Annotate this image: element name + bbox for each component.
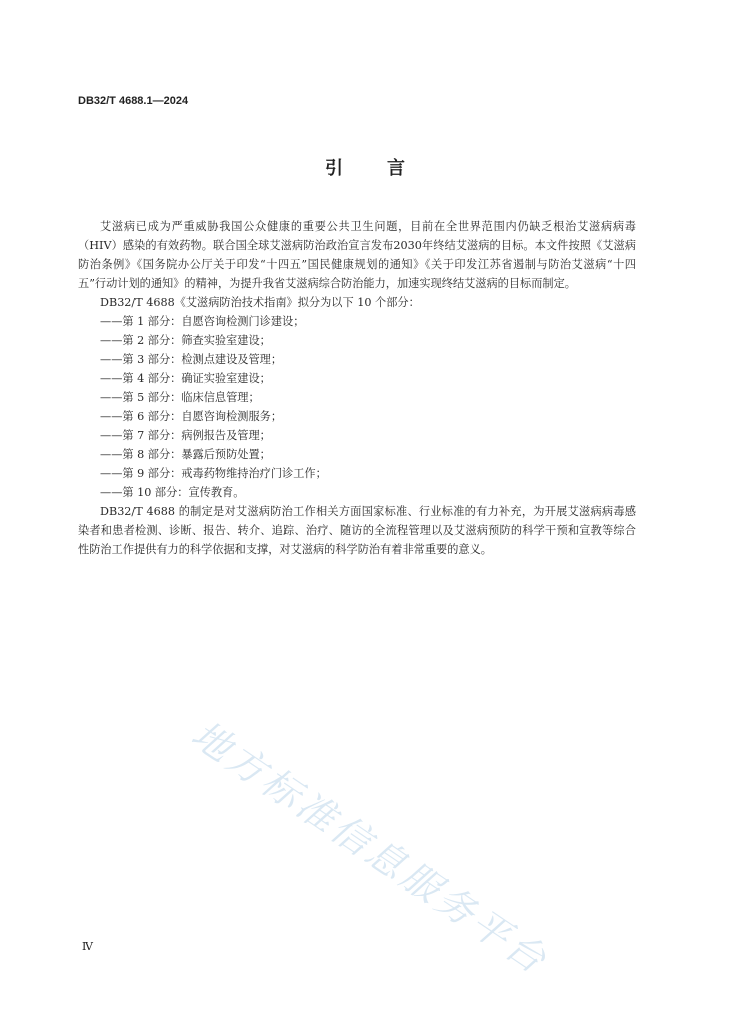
part-list-item: ——第 1 部分：自愿咨询检测门诊建设； <box>100 315 305 328</box>
page-number: Ⅳ <box>82 940 93 953</box>
part-list-item: ——第 4 部分：确证实验室建设； <box>100 372 271 385</box>
document-code: DB32/T 4688.1—2024 <box>78 95 189 107</box>
page-title: 引言 <box>325 158 449 179</box>
document-body <box>78 217 636 559</box>
part-list-item: ——第 6 部分：自愿咨询检测服务； <box>100 410 283 423</box>
watermark: 地方标准信息服务平台 <box>183 712 557 984</box>
part-list-item: ——第 8 部分：暴露后预防处置； <box>100 448 271 461</box>
part-list-item: ——第 9 部分：戒毒药物维持治疗门诊工作； <box>100 467 327 480</box>
intro-paragraph-2: DB32/T 4688《艾滋病防治技术指南》拟分为以下 10 个部分： <box>100 296 420 309</box>
part-list-item: ——第 7 部分：病例报告及管理； <box>100 429 271 442</box>
intro-paragraph-3: DB32/T 4688 的制定是对艾滋病防治工作相关方面国家标准、行业标准的有力补充，为开展艾滋病病毒感染者和患者检测、诊断、报告、转介、追踪、治疗、随访的全流程管理以及艾滋病预防的科学干预和宣教等综合性防治工作提供有力的科学依据和支撑，对艾滋病的科学防治有着非常重要的意义。 <box>78 505 636 556</box>
part-list-item: ——第 10 部分：宣传教育。 <box>100 486 245 499</box>
part-list-item: ——第 3 部分：检测点建设及管理； <box>100 353 283 366</box>
intro-paragraph-1: 艾滋病已成为严重威胁我国公众健康的重要公共卫生问题，目前在全世界范围内仍缺乏根治艾滋病病毒（HIV）感染的有效药物。联合国全球艾滋病防治政治宣言发布2030年终结艾滋病的目标。本文件按照《艾滋病防治条例》《国务院办公厅关于印发“十四五”国民健康规划的通知》《关于印发江苏省遏制与防治艾滋病“十四五”行动计划的通知》的精神，为提升我省艾滋病综合防治能力，加速实现终结艾滋病的目标而制定。 <box>78 220 636 290</box>
part-list-item: ——第 5 部分：临床信息管理； <box>100 391 260 404</box>
part-list-item: ——第 2 部分：筛查实验室建设； <box>100 334 271 347</box>
